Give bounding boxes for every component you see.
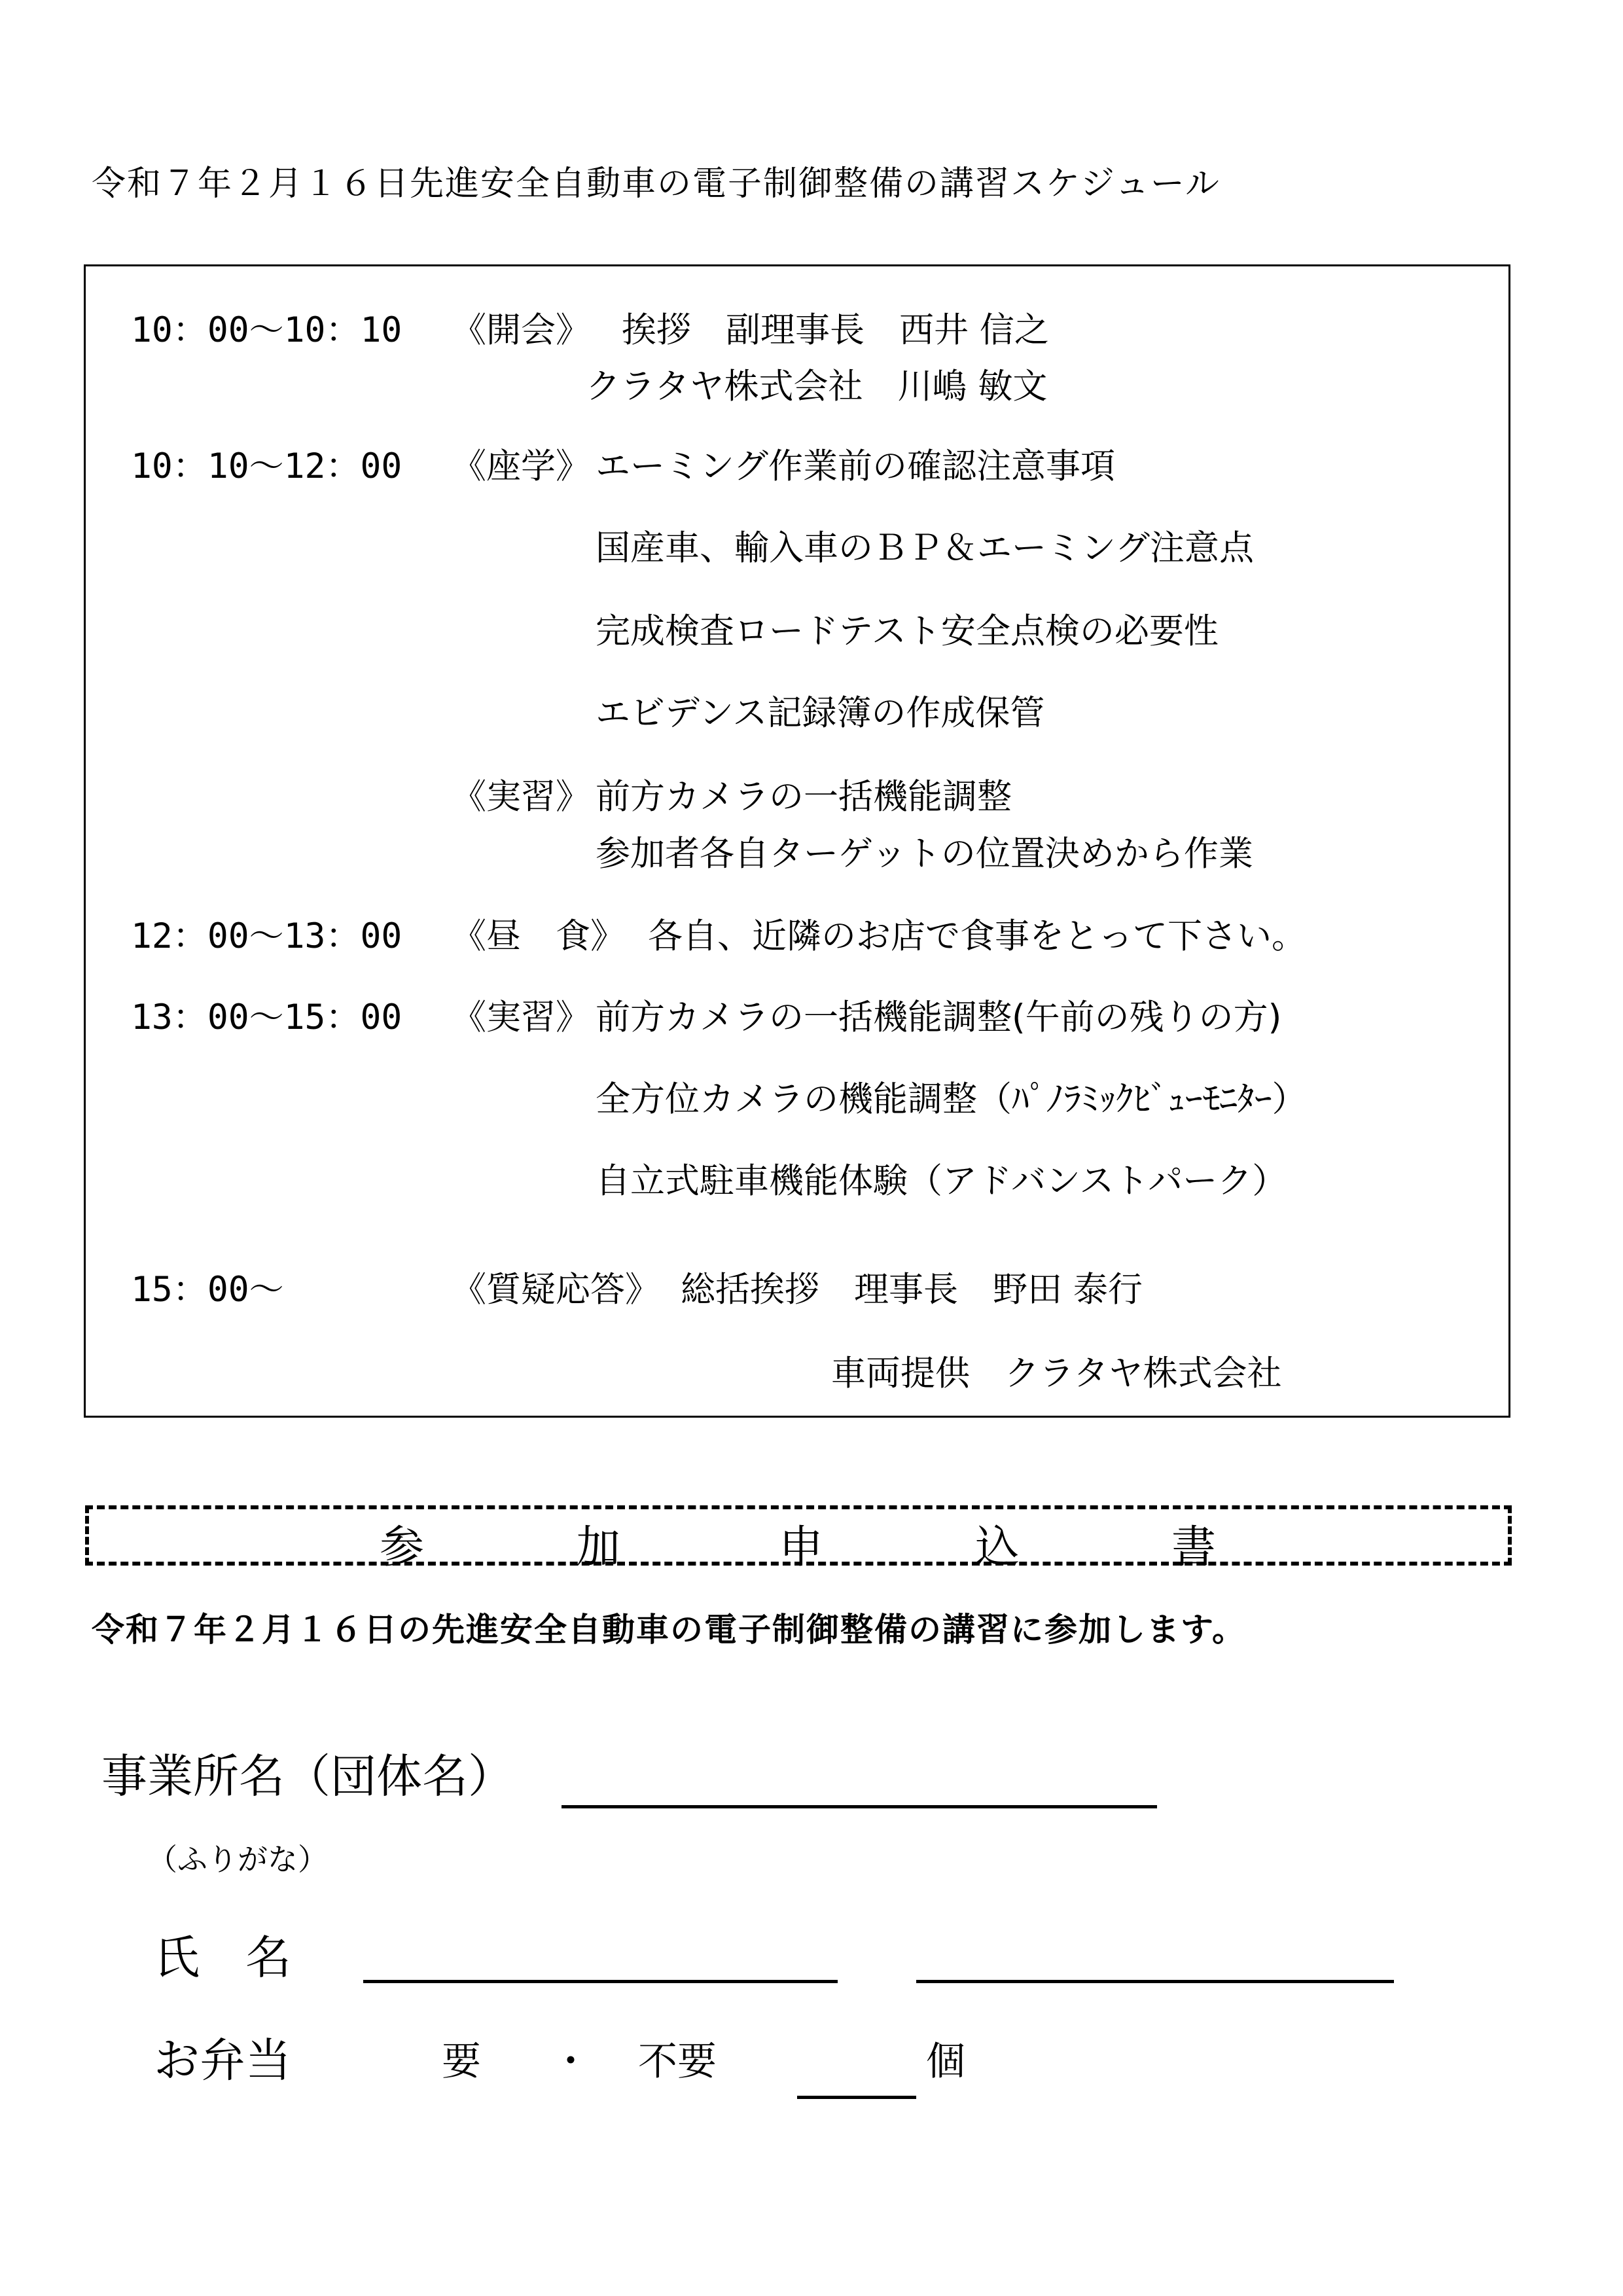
bento-unit: 個: [926, 2039, 965, 2085]
schedule-time-lunch: 12：00～13：00: [131, 916, 402, 956]
form-header-char: 込: [975, 1522, 1020, 1573]
schedule-lecture-item: エビデンス記録簿の作成保管: [596, 693, 1045, 733]
schedule-lecture-item: 完成検査ロードテスト安全点検の必要性: [596, 611, 1219, 651]
schedule-time-closing: 15：00～: [131, 1270, 284, 1310]
schedule-practice-pm-line3: 自立式駐車機能体験（アドバンストパーク）: [596, 1161, 1287, 1201]
bento-quantity-field[interactable]: [797, 2096, 916, 2099]
page-title: 令和７年２月１６日先進安全自動車の電子制御整備の講習スケジュール: [92, 164, 1221, 204]
furigana-label: （ふりがな）: [147, 1842, 328, 1877]
schedule-practice-pm-line1: 前方カメラの一括機能調整(午前の残りの方): [596, 997, 1282, 1037]
schedule-opening-line1: 挨拶 副理事長 西井 信之: [622, 310, 1049, 350]
schedule-closing-line2: 車両提供 クラタヤ株式会社: [831, 1354, 1282, 1393]
schedule-practice-pm-line2: 全方位カメラの機能調整（ﾊﾟﾉﾗﾐｯｸﾋﾞｭｰﾓﾆﾀｰ）: [596, 1079, 1307, 1119]
office-name-label: 事業所名（団体名）: [101, 1749, 514, 1803]
bento-option-separator: ・: [551, 2039, 590, 2085]
schedule-lecture-item: 国産車、輸入車のＢＰ＆エーミング注意点: [596, 528, 1254, 568]
schedule-label-practice-am: 《実習》: [452, 777, 590, 817]
office-name-field[interactable]: [562, 1805, 1157, 1808]
name-field-second[interactable]: [916, 1980, 1394, 1983]
schedule-closing-line1: 総括挨拶 理事長 野田 泰行: [681, 1270, 1143, 1310]
bento-option-no[interactable]: 不要: [638, 2039, 717, 2085]
name-label: 氏 名: [154, 1931, 291, 1984]
schedule-time-opening: 10：00～10：10: [131, 310, 402, 350]
bento-label: お弁当: [154, 2034, 291, 2087]
schedule-practice-am-line1: 前方カメラの一括機能調整: [596, 777, 1012, 817]
form-header-char: 書: [1171, 1522, 1217, 1573]
form-header-char: 申: [779, 1522, 824, 1573]
schedule-lecture-title: エーミング作業前の確認注意事項: [596, 446, 1115, 486]
schedule-opening-line2: クラタヤ株式会社 川嶋 敏文: [586, 367, 1048, 406]
schedule-label-lecture: 《座学》: [452, 446, 590, 486]
schedule-label-lunch: 《昼 食》: [452, 916, 625, 956]
schedule-label-closing: 《質疑応答》: [452, 1270, 660, 1310]
schedule-label-opening: 《開会》: [452, 310, 590, 350]
name-field[interactable]: [363, 1980, 838, 1983]
schedule-lunch-text: 各自、近隣のお店で食事をとって下さい。: [648, 916, 1306, 956]
form-header-char: 参: [380, 1522, 425, 1573]
schedule-time-practice-pm: 13：00～15：00: [131, 997, 402, 1037]
form-statement: 令和７年２月１６日の先進安全自動車の電子制御整備の講習に参加します。: [92, 1611, 1246, 1649]
form-header-char: 加: [576, 1522, 621, 1573]
schedule-practice-am-line2: 参加者各自ターゲットの位置決めから作業: [596, 834, 1253, 874]
bento-option-yes[interactable]: 要: [442, 2039, 481, 2085]
schedule-label-practice-pm: 《実習》: [452, 997, 590, 1037]
schedule-time-lecture: 10：10～12：00: [131, 446, 402, 486]
